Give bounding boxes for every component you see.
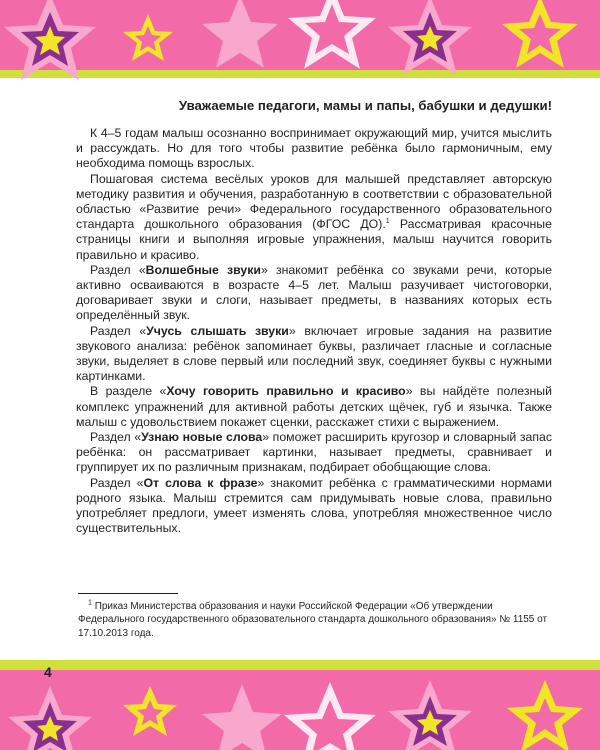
bottom-decorative-band — [0, 660, 600, 750]
paragraph-text: » знакомит ребёнка со звуками речи, которые активно осваиваются в возрасте 4–5 лет. Малыш разучивает чистоговорки, договаривает звуки и слоги, называет предметы, в названиях которых есть определённый звук. — [76, 262, 552, 323]
paragraph-text: К 4–5 годам малыш осознанно воспринимает окружающий мир, учится мыслить и рассуждать. Но для того чтобы развитие ребёнка было гармоничным, ему необходима помощь взрослых. — [76, 126, 552, 171]
section-name: Хочу говорить правильно и красиво — [166, 384, 406, 399]
paragraph-section-speak-correctly — [76, 384, 552, 430]
paragraph-text: В разделе « — [90, 384, 167, 399]
paragraph-method — [76, 172, 552, 263]
page-number: 4 — [44, 664, 52, 680]
paragraph-section-word-to-phrase — [76, 476, 552, 537]
paragraph-text: Пошаговая система весёлых уроков для малышей представляет авторскую методику развития и обучения, разработанную в соответствии с образовательной областью «Развитие речи» Федерального государственного образовательного стандарта дошкольного образования (ФГОС ДО). — [76, 171, 552, 232]
paragraph-text: Раздел « — [90, 475, 144, 490]
paragraph-text: Раздел « — [90, 430, 142, 445]
footnote-divider — [78, 593, 178, 594]
page-title: Уважаемые педагоги, мамы и папы, бабушки и дедушки! — [178, 98, 552, 113]
paragraph-text: Раздел « — [90, 323, 147, 338]
paragraph-text: » включает игровые задания на развитие звукового анализа: ребёнок запоминает буквы, различает гласные и согласные звуки, выделяет в слове первый или последний звук, соединяет буквы с нужными картинками. — [76, 323, 552, 384]
paragraph-text: » поможет расширить кругозор и словарный запас ребёнка: он рассматривает картинки, называет предметы, сравнивает и группирует их по различным признакам, подбирает обобщающие слова. — [76, 430, 552, 475]
section-name: Учусь слышать звуки — [146, 323, 289, 338]
paragraph-text: Раздел « — [90, 262, 146, 277]
paragraph-text: » знакомит ребёнка с грамматическими нормами родного языка. Малыш стремится сам придумывать новые слова, правильно употребляет предлоги, умеет изменять слова, употребляя множественное число существительных. — [76, 475, 552, 536]
paragraph-section-hear-sounds — [76, 324, 552, 385]
paragraph-section-new-words — [76, 430, 552, 476]
section-name: Волшебные звуки — [145, 262, 261, 277]
main-content — [76, 98, 552, 536]
section-name: От слова к фразе — [143, 475, 258, 490]
section-name: Узнаю новые слова — [141, 430, 263, 445]
paragraph-text: Рассматривая красочные страницы книги и выполняя игровые упражнения, малыш научится говорить правильно и красиво. — [76, 217, 552, 262]
paragraph-text: » вы найдёте полезный комплекс упражнений для активной работы детских щёчек, губ и язычка. Также малыш с удовольствием покажет сценки, расскажет стихи с выражением. — [76, 384, 553, 429]
footnote-text: Приказ Министерства образования и науки Российской Федерации «Об утверждении Федерального государственного образовательного стандарта дошкольного образования» № 1155 от 17.10.2013 года. — [78, 601, 548, 639]
top-decorative-band — [0, 0, 600, 86]
paragraph-section-magic-sounds — [76, 263, 552, 324]
footnote-marker: 1 — [88, 599, 92, 607]
footnote — [78, 600, 548, 640]
footnote-reference[interactable]: 1 — [385, 218, 390, 226]
paragraph-intro — [76, 126, 552, 172]
